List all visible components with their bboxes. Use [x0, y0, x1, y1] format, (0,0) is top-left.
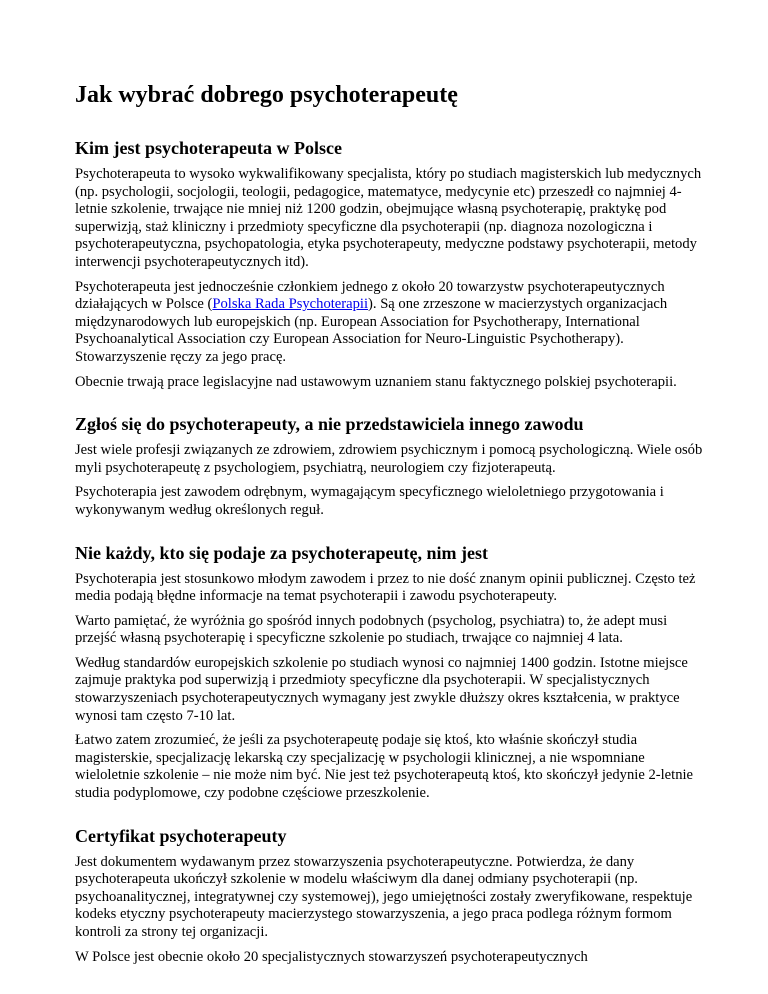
paragraph: Jest dokumentem wydawanym przez stowarzyszenia psychoterapeutyczne. Potwierdza, że dany psychoterapeuta ukończył szkolenie w modelu właściwym dla danej odmiany psychoterapii (np. psychoanalitycznej, integratywnej czy systemowej), jego umiejętności zostały zweryfikowane, respektuje kodeks etyczny psychoterapeuty macierzystego stowarzyszenia, a jego praca podlega różnym formom kontroli za strony tej organizacji.: [75, 853, 693, 940]
polska-rada-psychoterapii-link[interactable]: Polska Rada Psychoterapii: [212, 296, 369, 313]
paragraph-text: Psychoterapeuta jest jednocześnie członkiem jednego z około 20 towarzystw psychoterapeutycznych działających w Polsce (: [75, 278, 665, 313]
paragraph: Według standardów europejskich szkolenie po studiach wynosi co najmniej 1400 godzin. Istotne miejsce zajmuje praktyka pod superwizją i przedmioty specyficzne dla psychoterapii. W specjalistycznych stowarzyszeniach psychoterapeutycznych wymagany jest zwykle dłuższy okres kształcenia, w praktyce wynosi tam często 7-10 lat.: [75, 654, 688, 724]
section-heading: Zgłoś się do psychoterapeuty, a nie przedstawiciela innego zawodu: [75, 414, 584, 435]
paragraph: Łatwo zatem zrozumieć, że jeśli za psychoterapeutę podaje się ktoś, kto właśnie skończył studia magisterskie, specjalizację lekarską czy specjalizację w psychologii klinicznej, a nie wspomniane wieloletnie szkolenie – nie może nim być. Nie jest też psychoterapeutą ktoś, kto skończył jedynie 2-letnie studia podyplomowe, czy podobne częściowe przeszkolenie.: [75, 732, 694, 802]
section-not-everyone: [75, 542, 710, 803]
paragraph: Psychoterapia jest stosunkowo młodym zawodem i przez to nie dość znanym opinii publicznej. Często też media podają błędne informacje na temat psychoterapii i zawodu psychoterapeuty.: [75, 570, 696, 605]
section-heading: Nie każdy, kto się podaje za psychoterapeutę, nim jest: [75, 542, 488, 563]
paragraph: Jest wiele profesji związanych ze zdrowiem, zdrowiem psychicznym i pomocą psychologiczną. Wiele osób myli psychoterapeutę z psychologiem, psychiatrą, neurologiem czy fizjoterapeutą.: [75, 442, 703, 476]
section-go-to-psychotherapist: [75, 413, 710, 519]
paragraph: Psychoterapeuta to wysoko wykwalifikowany specjalista, który po studiach magisterskich lub medycznych (np. psychologii, socjologii, teologii, pedagogice, matematyce, medycynie etc) przeszedł co najmniej 4- letnie szkolenie, trwające nie mniej niż 1200 godzin, obejmujące własną psychoterapię, praktykę pod superwizją, staż kliniczny i przedmioty specyficzne dla psychoterapii (np. diagnoza nozologiczna i psychoterapeutyczna, psychopatologia, etyka psychoterapeuty, medyczne podstawy psychoterapii, metody interwencji psychoterapeutycznych itd).: [75, 166, 702, 270]
paragraph: Warto pamiętać, że wyróżnia go spośród innych podobnych (psycholog, psychiatra) to, że adept musi przejść własną psychoterapię i specyficzne szkolenie po studiach, trwające co najmniej 4 lata.: [75, 612, 668, 647]
section-heading: Certyfikat psychoterapeuty: [75, 825, 287, 846]
section-heading: Kim jest psychoterapeuta w Polsce: [75, 138, 342, 158]
section-certificate: [75, 825, 710, 967]
paragraph: Obecnie trwają prace legislacyjne nad ustawowym uznaniem stanu faktycznego polskiej psychoterapii.: [75, 373, 677, 390]
paragraph: [75, 279, 710, 367]
paragraph: W Polsce jest obecnie około 20 specjalistycznych stowarzyszeń psychoterapeutycznych: [75, 948, 588, 965]
paragraph: Psychoterapia jest zawodem odrębnym, wymagającym specyficznego wieloletniego przygotowania i wykonywanym według określonych reguł.: [75, 484, 664, 518]
paragraph-text: ). Są one zrzeszone w macierzystych organizacjach międzynarodowych lub europejskich (np. European Association for Psychotherapy, International Psychoanalytical Association czy European Association for Neuro-Linguistic Psychotherapy). Stowarzyszenie ręczy za jego pracę.: [75, 296, 668, 365]
page-title: Jak wybrać dobrego psychoterapeutę: [75, 82, 458, 108]
section-who-is-psychotherapist: [75, 137, 710, 391]
